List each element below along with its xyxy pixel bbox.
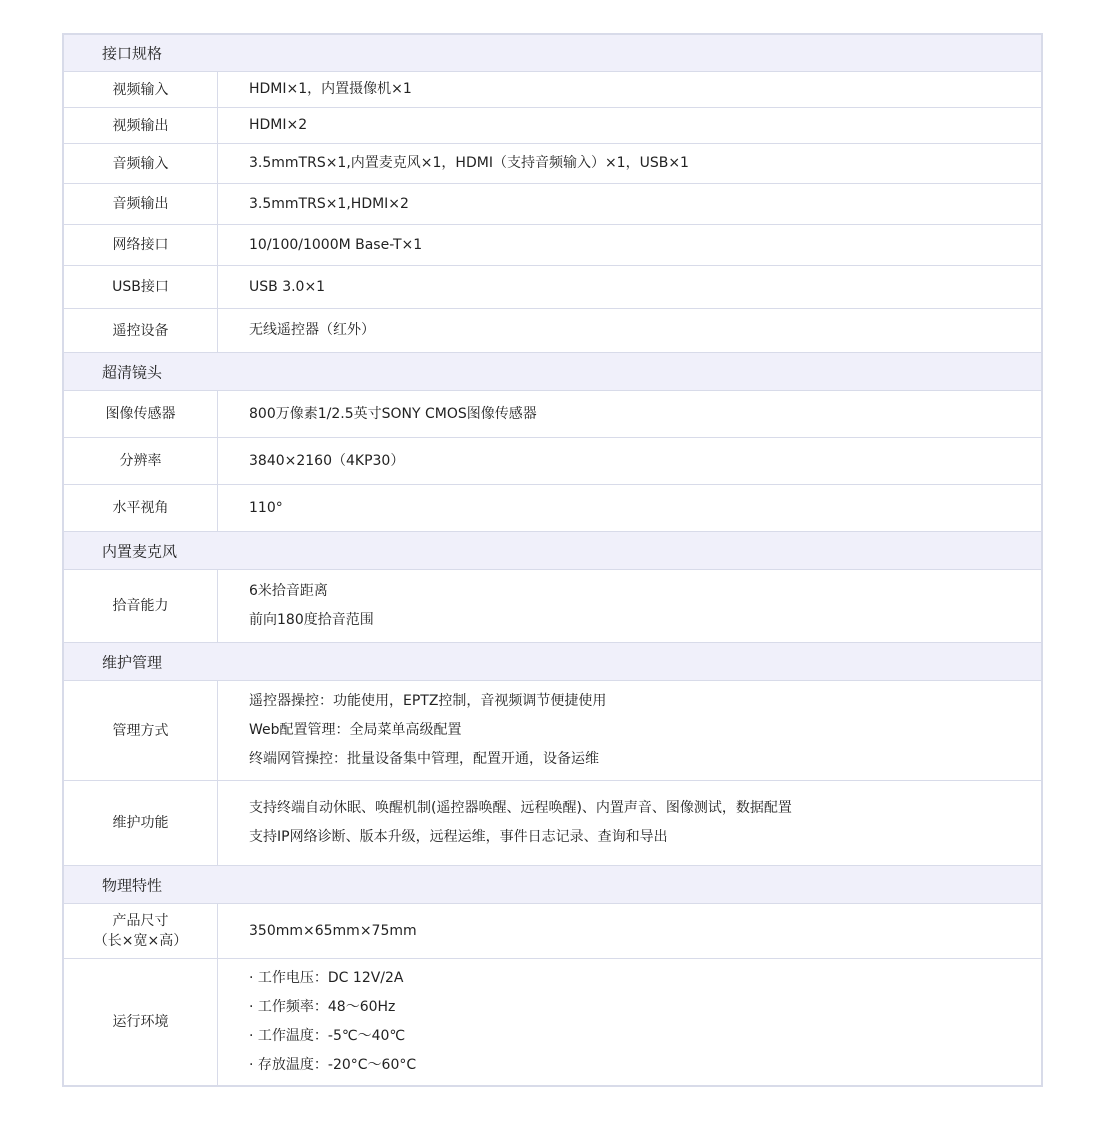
row-label bbox=[64, 570, 218, 642]
row-label-text: USB接口 bbox=[112, 279, 169, 295]
section-title: 维护管理 bbox=[102, 653, 163, 671]
row-label bbox=[64, 144, 218, 183]
row-label bbox=[64, 959, 218, 1085]
section-header-maintenance bbox=[64, 643, 1041, 681]
row-label-text: 管理方式 bbox=[112, 722, 169, 739]
row-label bbox=[64, 72, 218, 107]
spec-row-fov bbox=[64, 485, 1041, 532]
spec-row-network bbox=[64, 225, 1041, 266]
row-value bbox=[218, 438, 1041, 484]
row-value-line: 110° bbox=[249, 499, 283, 516]
row-label-text: 拾音能力 bbox=[112, 598, 169, 614]
spec-row-pickup bbox=[64, 570, 1041, 643]
row-label bbox=[64, 309, 218, 352]
row-value bbox=[218, 904, 1041, 958]
row-label-text: 遥控设备 bbox=[112, 322, 169, 339]
row-value bbox=[218, 391, 1041, 437]
row-value-line: 6米拾音距离 bbox=[249, 583, 328, 599]
row-value bbox=[218, 72, 1041, 107]
row-label-text: 音频输出 bbox=[112, 196, 169, 212]
row-value bbox=[218, 225, 1041, 265]
spec-row-audio-output bbox=[64, 184, 1041, 225]
row-value-line: HDMI×2 bbox=[249, 117, 308, 133]
row-label-text: 产品尺寸 bbox=[112, 913, 169, 929]
row-value-line: · 工作温度：-5℃～40℃ bbox=[249, 1028, 406, 1044]
row-value bbox=[218, 309, 1041, 352]
section-header-lens bbox=[64, 353, 1041, 391]
row-label bbox=[64, 391, 218, 437]
section-title: 超清镜头 bbox=[102, 363, 163, 381]
spec-row-environment bbox=[64, 959, 1041, 1085]
spec-table bbox=[62, 33, 1043, 1087]
row-label bbox=[64, 904, 218, 958]
spec-row-video-output bbox=[64, 108, 1041, 144]
row-value-line: 800万像素1/2.5英寸SONY CMOS图像传感器 bbox=[249, 405, 537, 422]
row-label bbox=[64, 485, 218, 531]
section-title: 接口规格 bbox=[102, 44, 163, 63]
row-value-line: 3840×2160（4KP30） bbox=[249, 452, 405, 469]
spec-row-usb bbox=[64, 266, 1041, 309]
row-value bbox=[218, 681, 1041, 780]
row-label-text: （长×宽×高） bbox=[93, 933, 188, 949]
row-label-text: 音频输入 bbox=[112, 155, 169, 172]
row-label-text: 图像传感器 bbox=[105, 406, 176, 422]
row-value-line: 3.5mmTRS×1,内置麦克风×1，HDMI（支持音频输入）×1，USB×1 bbox=[249, 155, 689, 171]
row-value-line: 支持IP网络诊断、版本升级，远程运维，事件日志记录、查询和导出 bbox=[249, 829, 668, 845]
row-label bbox=[64, 681, 218, 780]
row-label-text: 视频输出 bbox=[112, 117, 169, 134]
row-value bbox=[218, 485, 1041, 531]
spec-row-resolution bbox=[64, 438, 1041, 485]
section-header-microphone bbox=[64, 532, 1041, 570]
row-value-line: · 存放温度：-20°C～60°C bbox=[249, 1057, 417, 1073]
row-value bbox=[218, 959, 1041, 1085]
row-label-text: 网络接口 bbox=[112, 237, 169, 253]
spec-row-management bbox=[64, 681, 1041, 781]
row-value-line: 支持终端自动休眠、唤醒机制(遥控器唤醒、远程唤醒)、内置声音、图像测试，数据配置 bbox=[249, 800, 792, 816]
row-label-text: 运行环境 bbox=[112, 1014, 169, 1030]
spec-row-remote bbox=[64, 309, 1041, 353]
row-value bbox=[218, 570, 1041, 642]
section-title: 内置麦克风 bbox=[102, 542, 178, 560]
row-value-line: 3.5mmTRS×1,HDMI×2 bbox=[249, 195, 409, 212]
row-value-line: 350mm×65mm×75mm bbox=[249, 922, 417, 939]
row-value bbox=[218, 108, 1041, 143]
row-label-text: 维护功能 bbox=[112, 815, 169, 831]
row-value bbox=[218, 266, 1041, 308]
row-value-line: USB 3.0×1 bbox=[249, 278, 326, 295]
row-value-line: 10/100/1000M Base-T×1 bbox=[249, 236, 423, 253]
row-value bbox=[218, 144, 1041, 183]
row-value-line: 遥控器操控：功能使用，EPTZ控制，音视频调节便捷使用 bbox=[249, 693, 607, 709]
row-value-line: · 工作频率：48～60Hz bbox=[249, 999, 396, 1015]
row-label bbox=[64, 108, 218, 143]
section-title: 物理特性 bbox=[102, 876, 163, 894]
row-value-line: 无线遥控器（红外） bbox=[249, 322, 375, 338]
row-value-line: 终端网管操控：批量设备集中管理，配置开通，设备运维 bbox=[249, 751, 599, 767]
row-label bbox=[64, 266, 218, 308]
row-value-line: · 工作电压：DC 12V/2A bbox=[249, 970, 404, 986]
row-label bbox=[64, 781, 218, 865]
row-label-text: 水平视角 bbox=[112, 500, 169, 516]
row-label bbox=[64, 438, 218, 484]
section-header-physical bbox=[64, 866, 1041, 904]
row-label-text: 视频输入 bbox=[112, 81, 169, 98]
row-label bbox=[64, 225, 218, 265]
row-label bbox=[64, 184, 218, 224]
row-value bbox=[218, 184, 1041, 224]
spec-row-sensor bbox=[64, 391, 1041, 438]
row-label-text: 分辨率 bbox=[119, 453, 162, 469]
spec-row-maintenance-functions bbox=[64, 781, 1041, 866]
row-value bbox=[218, 781, 1041, 865]
spec-row-video-input bbox=[64, 72, 1041, 108]
row-value-line: HDMI×1，内置摄像机×1 bbox=[249, 81, 412, 97]
section-header-interfaces bbox=[64, 35, 1041, 72]
row-value-line: 前向180度拾音范围 bbox=[249, 612, 374, 628]
row-value-line: Web配置管理：全局菜单高级配置 bbox=[249, 722, 462, 738]
spec-row-dimensions bbox=[64, 904, 1041, 959]
spec-row-audio-input bbox=[64, 144, 1041, 184]
